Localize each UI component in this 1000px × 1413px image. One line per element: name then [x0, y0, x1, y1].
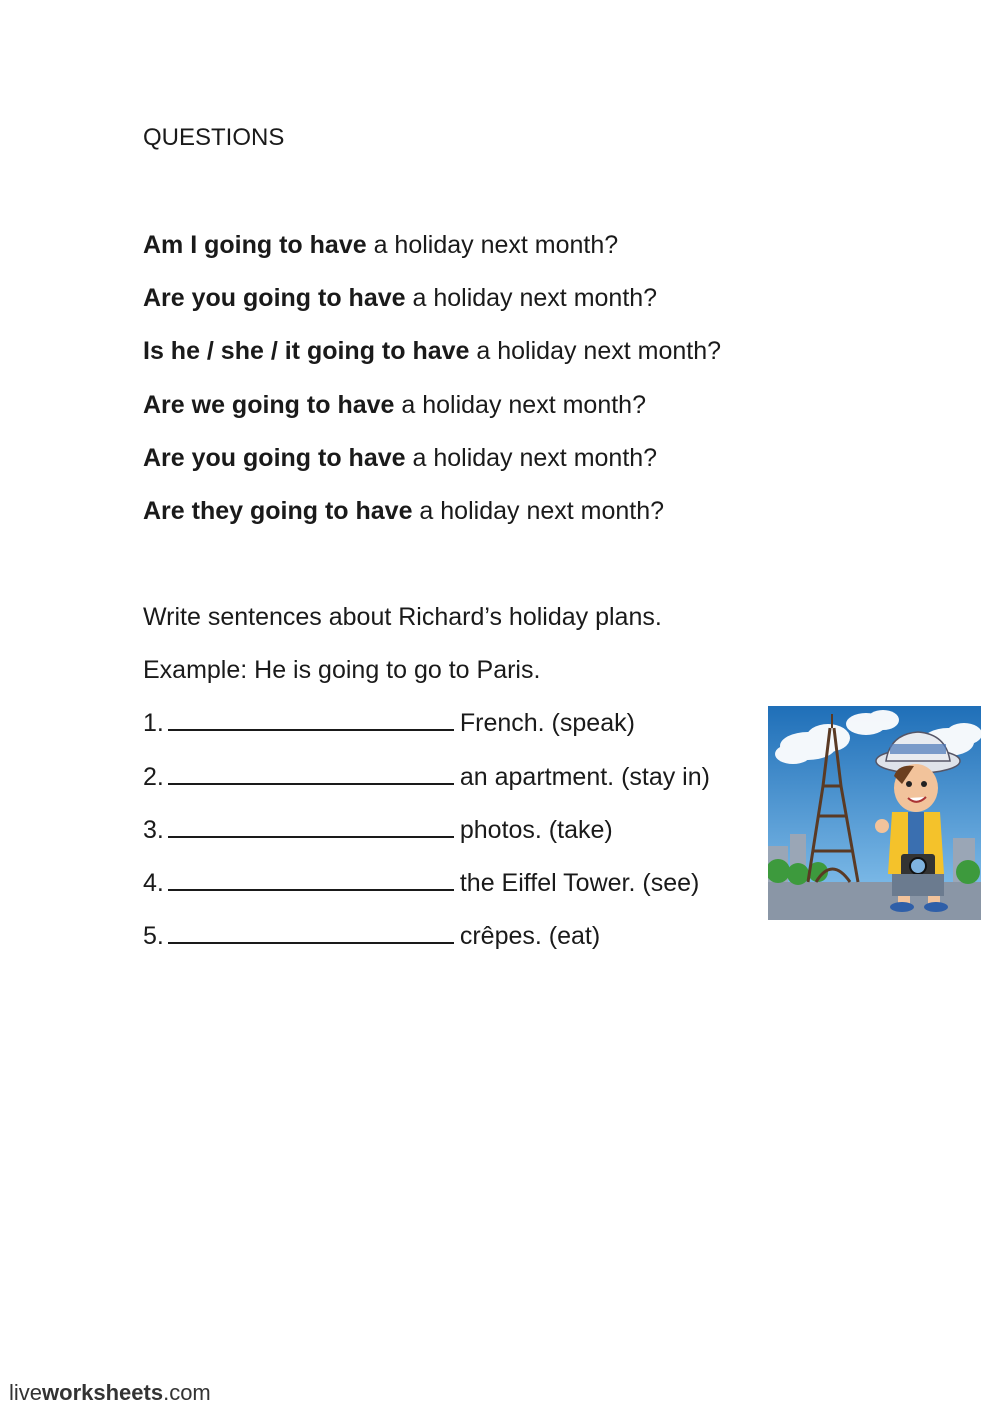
- exercise-item: [143, 921, 600, 951]
- exercise-number: 2.: [143, 763, 164, 791]
- question-line: [143, 283, 657, 313]
- paris-scene-image: [768, 706, 981, 920]
- example-text: Example: He is going to go to Paris.: [143, 656, 541, 684]
- exercise-number: 5.: [143, 922, 164, 950]
- question-rest: a holiday next month?: [366, 231, 619, 259]
- exercise-number: 1.: [143, 709, 164, 737]
- question-line: [143, 390, 646, 420]
- exercise-number: 4.: [143, 869, 164, 897]
- question-bold: Am I going to have: [143, 231, 367, 259]
- worksheet-title: QUESTIONS: [143, 124, 285, 151]
- question-rest: a holiday next month?: [394, 391, 646, 419]
- exercise-item: [143, 815, 613, 845]
- exercise-item: [143, 868, 699, 898]
- question-line: [143, 336, 721, 366]
- logo-tail-text: .com: [163, 1380, 211, 1405]
- answer-blank[interactable]: [168, 709, 454, 731]
- exercise-item: [143, 708, 635, 738]
- exercise-item: [143, 762, 710, 792]
- exercise-prompt: French. (speak): [459, 709, 635, 737]
- answer-blank[interactable]: [168, 763, 454, 785]
- instruction-text: Write sentences about Richard’s holiday plans.: [143, 603, 662, 631]
- question-bold: Are we going to have: [143, 391, 395, 419]
- question-line: [143, 443, 657, 473]
- liveworksheets-logo: [9, 1380, 211, 1406]
- answer-blank[interactable]: [168, 869, 454, 891]
- question-rest: a holiday next month?: [412, 497, 665, 525]
- question-rest: a holiday next month?: [405, 284, 658, 312]
- question-bold: Are they going to have: [143, 497, 413, 525]
- exercise-number: 3.: [143, 816, 164, 844]
- answer-blank[interactable]: [168, 816, 454, 838]
- question-line: [143, 230, 618, 260]
- exercise-prompt: the Eiffel Tower. (see): [459, 869, 700, 897]
- paris-tourist-illustration: [768, 706, 981, 920]
- question-rest: a holiday next month?: [405, 444, 658, 472]
- logo-light-text: live: [9, 1380, 43, 1405]
- exercise-prompt: photos. (take): [459, 816, 613, 844]
- question-bold: Are you going to have: [143, 284, 406, 312]
- exercise-prompt: crêpes. (eat): [459, 922, 601, 950]
- logo-bold-text: worksheets: [42, 1380, 164, 1405]
- question-rest: a holiday next month?: [469, 337, 722, 365]
- answer-blank[interactable]: [168, 922, 454, 944]
- question-bold: Are you going to have: [143, 444, 406, 472]
- question-bold: Is he / she / it going to have: [143, 337, 470, 365]
- question-line: [143, 496, 664, 526]
- exercise-prompt: an apartment. (stay in): [459, 763, 710, 791]
